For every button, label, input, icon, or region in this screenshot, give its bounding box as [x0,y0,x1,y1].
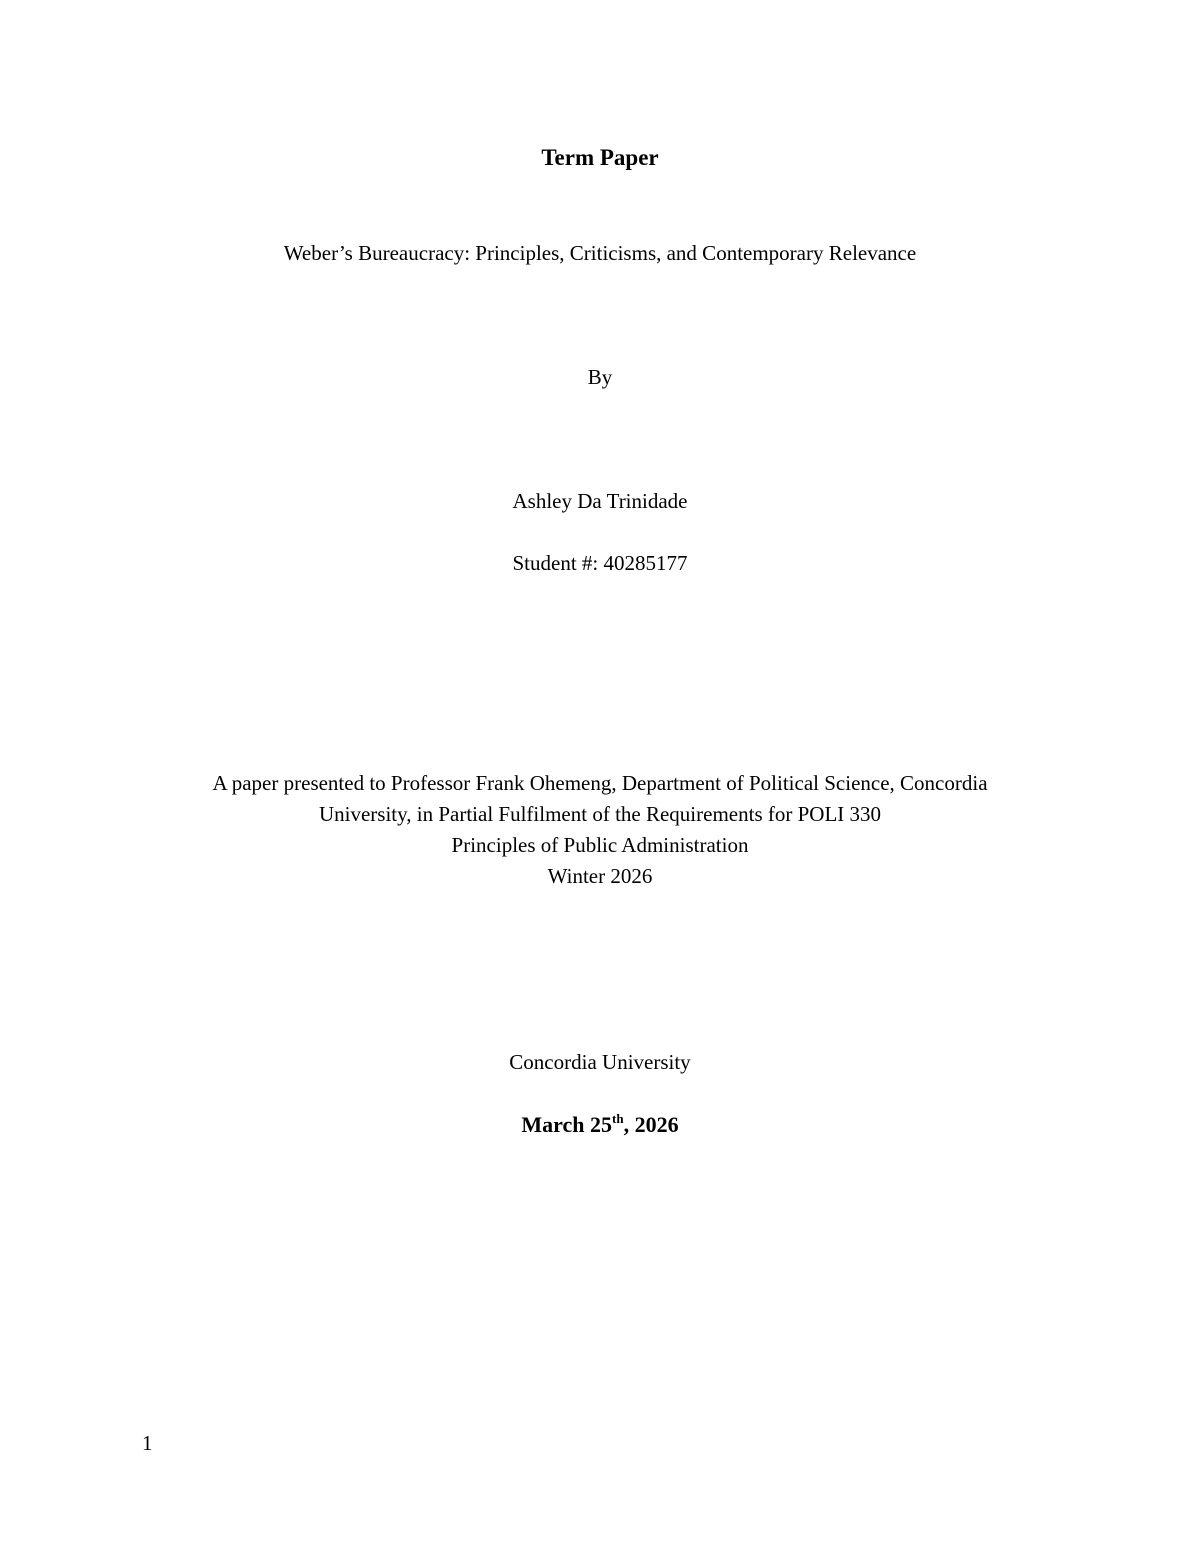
date-prefix: March 25 [521,1112,613,1137]
presentation-block [0,768,1200,892]
date-suffix: , 2026 [623,1112,679,1137]
by-label: By [587,365,613,389]
paper-subtitle: Weber’s Bureaucracy: Principles, Criticisms, and Contemporary Relevance [283,241,917,265]
presentation-line: Winter 2026 [547,864,653,888]
author-name: Ashley Da Trinidade [512,489,688,513]
date-ordinal: th [612,1111,624,1126]
paper-title: Term Paper [541,145,659,170]
presentation-line: University, in Partial Fulfilment of the Requirements for POLI 330 [318,802,882,826]
presentation-line: Principles of Public Administration [451,833,749,857]
institution-name: Concordia University [509,1050,691,1074]
student-number: Student #: 40285177 [512,551,688,575]
submission-date [0,1109,1200,1140]
presentation-line: A paper presented to Professor Frank Ohemeng, Department of Political Science, Concordia [212,771,988,795]
page-number: 1 [142,1431,153,1455]
